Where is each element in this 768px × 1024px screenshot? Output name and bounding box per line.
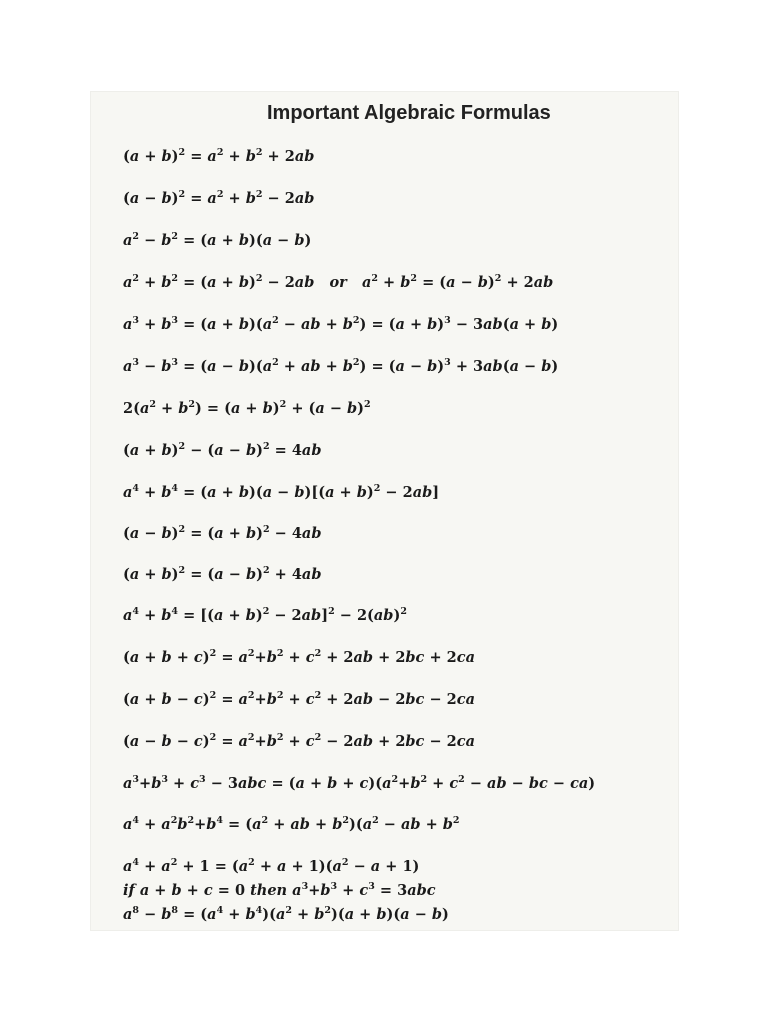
formula-row: $(a + b - c)^2 = a^2+b^2 + c^2 + 2ab - 2bc - 2ca$ [123,690,475,708]
formula-row: $(a + b)^2 - (a - b)^2 = 4ab$ [123,441,322,459]
formula-row: $2(a^2 + b^2) = (a + b)^2 + (a - b)^2$ [123,399,371,417]
formula-row: if a + b + c = 0 then $a^3+b^3 + c^3 = 3abc$ [123,881,436,899]
formula-row: $(a - b)^2 = (a + b)^2 - 4ab$ [123,524,322,542]
formula-sheet [91,92,678,930]
formula-row: $a^4 + a^2 + 1 = (a^2 + a + 1)(a^2 - a + 1)$ [123,857,420,875]
formula-row: $a^8 - b^8 = (a^4 + b^4)(a^2 + b^2)(a + b)(a - b)$ [123,905,449,923]
formula-row: $a^2 + b^2 = (a + b)^2 - 2ab$ or $a^2 + b^2 = (a - b)^2 + 2ab$ [123,273,554,291]
formula-row: $(a + b + c)^2 = a^2+b^2 + c^2 + 2ab + 2bc + 2ca$ [123,648,475,666]
formula-row: $a^3 + b^3 = (a + b)(a^2$ − ab + $b^2) = (a + b)^3 - 3ab(a + b)$ [123,315,559,333]
formula-row: $a^3+b^3 + c^3 - 3abc = (a + b + c)(a^2+b^2 + c^2$ − ab − bc − ca) [123,774,596,792]
formula-row: $a^4 + b^4 = [(a + b)^2 - 2ab]^2 - 2(ab)^2$ [123,606,407,624]
page-title: Important Algebraic Formulas [267,102,551,124]
formula-row: $(a - b)^2 = a^2 + b^2 - 2ab$ [123,189,315,207]
formula-row: $a^2 - b^2 = (a + b)(a - b)$ [123,231,312,249]
formula-row: $(a - b - c)^2 = a^2+b^2 + c^2 - 2ab + 2bc - 2ca$ [123,732,475,750]
formula-row: $a^4 + a^2b^2+b^4 = (a^2$ + ab + $b^2)(a^2$ − ab + $b^2$ [123,815,460,833]
formula-row: $(a + b)^2 = (a - b)^2 + 4ab$ [123,565,322,583]
formula-row: $a^4 + b^4 = (a + b)(a - b)[(a + b)^2 - 2ab]$ [123,483,440,501]
formula-row: $(a + b)^2 = a^2 + b^2 + 2ab$ [123,147,315,165]
formula-row: $a^3 - b^3 = (a - b)(a^2$ + ab + $b^2) = (a - b)^3 + 3ab(a - b)$ [123,357,559,375]
